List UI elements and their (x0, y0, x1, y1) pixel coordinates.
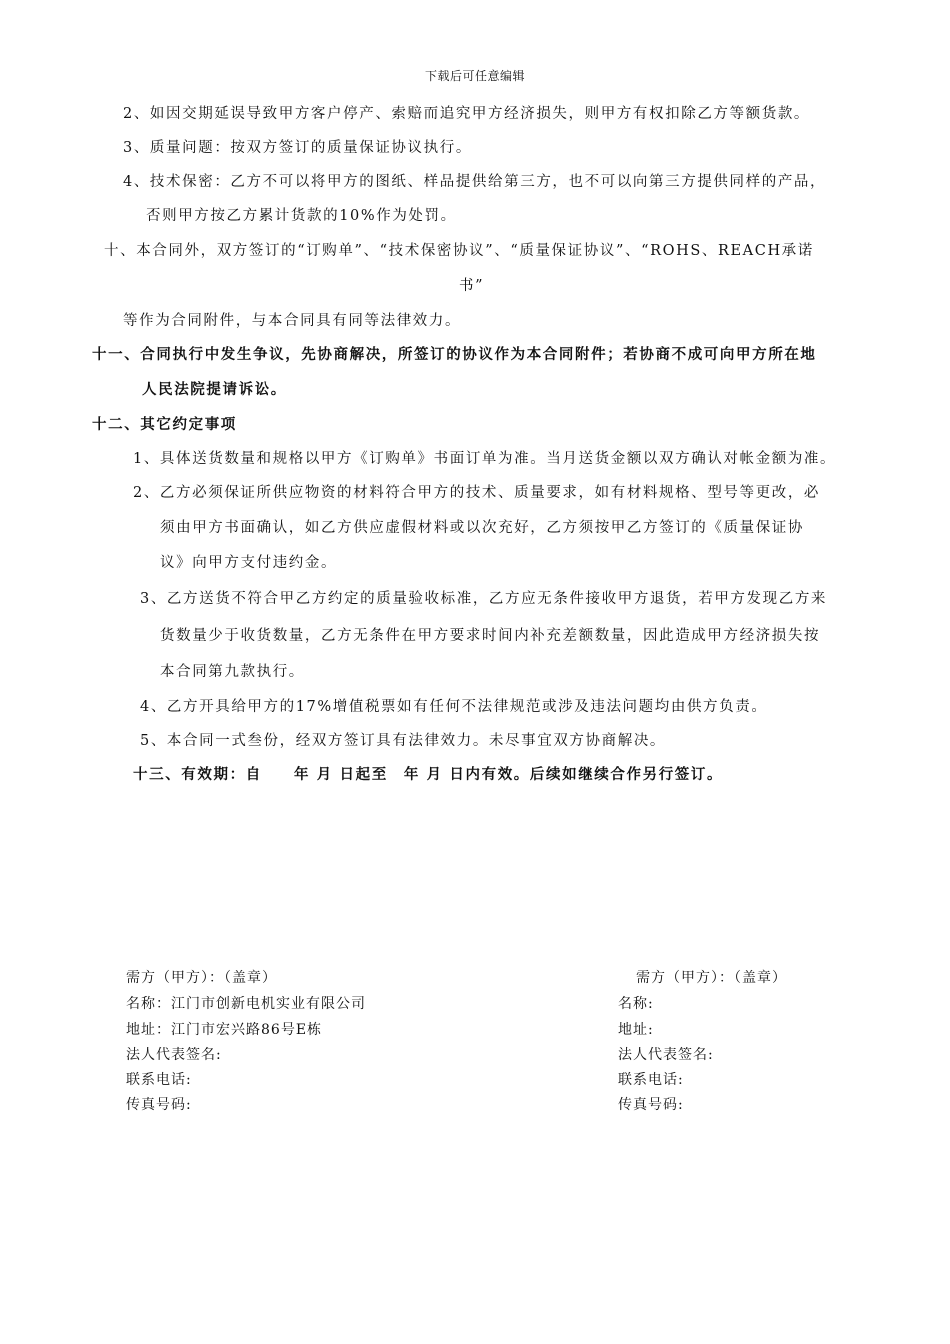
right-party: 需方（甲方）：（盖章） (636, 970, 787, 986)
right-rep-signature: 法人代表签名: (618, 1047, 714, 1063)
clause-12-3-line2: 货数量少于收货数量，乙方无条件在甲方要求时间内补充差额数量，因此造成甲方经济损失按 (160, 628, 821, 644)
clause-10-line1: 十、本合同外，双方签订的“订购单”、“技术保密协议”、“质量保证协议”、“ROHS、REACH承诺 (104, 243, 814, 259)
left-party: 需方（甲方）：（盖章） (126, 970, 277, 986)
clause-11-line1: 十一、合同执行中发生争议，先协商解决，所签订的协议作为本合同附件；若协商不成可向甲方所在地 (92, 346, 817, 363)
clause-10-line2: 书” (459, 278, 485, 294)
left-fax: 传真号码: (126, 1097, 192, 1113)
clause-12-heading: 十二、其它约定事项 (92, 416, 237, 433)
clause-12-4: 4、乙方开具给甲方的17%增值税票如有任何不法律规范或涉及违法问题均由供方负责。 (140, 699, 768, 715)
clause-12-2-line2: 须由甲方书面确认，如乙方供应虚假材料或以次充好，乙方须按甲乙方签订的《质量保证协 (160, 520, 804, 536)
clause-9-4-line1: 4、技术保密：乙方不可以将甲方的图纸、样品提供给第三方，也不可以向第三方提供同样的产品， (123, 174, 827, 190)
clause-10-line3: 等作为合同附件，与本合同具有同等法律效力。 (123, 313, 462, 329)
left-rep-signature: 法人代表签名: (126, 1047, 222, 1063)
clause-12-5: 5、本合同一式叁份，经双方签订具有法律效力。未尽事宜双方协商解决。 (140, 733, 667, 749)
right-address: 地址: (618, 1022, 654, 1038)
left-name: 名称：江门市创新电机实业有限公司 (126, 996, 366, 1012)
clause-12-3-line3: 本合同第九款执行。 (160, 664, 305, 680)
clause-12-3-line1: 3、乙方送货不符合甲乙方约定的质量验收标准，乙方应无条件接收甲方退货，若甲方发现乙方来 (140, 591, 828, 607)
clause-9-2: 2、如因交期延误导致甲方客户停产、索赔而追究甲方经济损失，则甲方有权扣除乙方等额货款。 (123, 106, 811, 122)
clause-9-3: 3、质量问题：按双方签订的质量保证协议执行。 (123, 140, 472, 156)
clause-12-1: 1、具体送货数量和规格以甲方《订购单》书面订单为准。当月送货金额以双方确认对帐金额为准。 (133, 451, 837, 467)
clause-13-validity: 十三、有效期：自 年 月 日起至 年 月 日内有效。后续如继续合作另行签订。 (133, 766, 724, 783)
left-phone: 联系电话: (126, 1072, 192, 1088)
clause-12-2-line1: 2、乙方必须保证所供应物资的材料符合甲方的技术、质量要求，如有材料规格、型号等更改，必 (133, 485, 821, 501)
clause-12-2-line3: 议》向甲方支付违约金。 (160, 555, 338, 571)
right-name: 名称: (618, 996, 654, 1012)
download-note: 下载后可任意编辑 (425, 69, 526, 83)
clause-9-4-line2: 否则甲方按乙方累计货款的10%作为处罚。 (146, 208, 457, 224)
right-fax: 传真号码: (618, 1097, 684, 1113)
clause-11-line2: 人民法院提请诉讼。 (142, 381, 287, 398)
right-phone: 联系电话: (618, 1072, 684, 1088)
left-address: 地址：江门市宏兴路86号E栋 (126, 1022, 323, 1038)
